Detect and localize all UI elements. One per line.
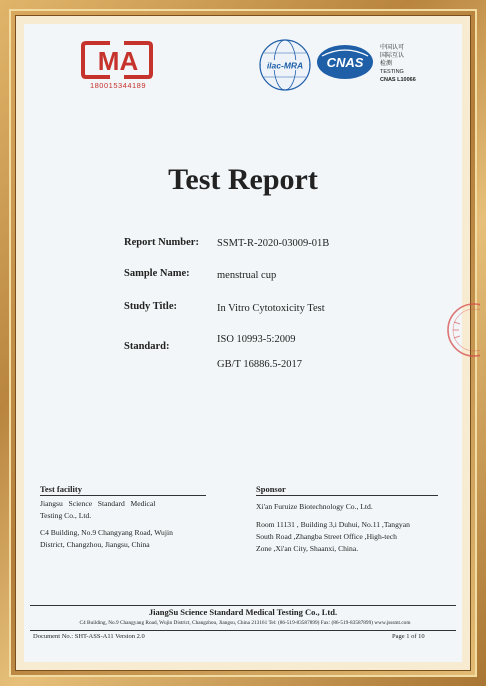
cnas-logo-text: CNAS (326, 55, 364, 70)
sponsor-block (256, 501, 446, 555)
ilac-mra-logo-icon (258, 38, 312, 92)
standard-label: Standard: (124, 341, 170, 352)
standard-value-1: ISO 10993-5:2009 (217, 334, 296, 345)
standard-value-2: GB/T 16886.5-2017 (217, 359, 302, 370)
test-facility-heading: Test facility (40, 484, 82, 494)
test-facility-divider (40, 495, 206, 496)
sponsor-address-line-2: South Road ,Zhangba Street Office ,High-tech (256, 532, 397, 541)
study-title-value: In Vitro Cytotoxicity Test (217, 303, 325, 314)
test-facility-address-line-2: District, Changzhou, Jiangsu, China (40, 540, 150, 549)
test-facility-address-line-1: C4 Building, No.9 Changyang Road, Wujin (40, 528, 173, 537)
sponsor-name: Xi'an Furuize Biotechnology Co., Ltd. (256, 502, 373, 511)
cma-logo-text: MA (97, 46, 139, 76)
sponsor-address-line-1: Room 11131 , Building 3,i Duhui, No.11 ,Tangyan (256, 520, 410, 529)
ilac-logo-text: ilac-MRA (266, 60, 304, 71)
sponsor-address-line-3: Zone ,Xi'an City, Shaanxi, China. (256, 544, 359, 553)
footer-divider-bottom (30, 630, 456, 631)
page-number: Page 1 of 10 (392, 633, 425, 640)
cma-logo-icon (80, 40, 154, 80)
red-seal-stamp-icon (440, 300, 480, 360)
study-title-label: Study Title: (124, 301, 178, 312)
cnas-accreditation-text (380, 44, 416, 84)
cma-certificate-number: 180015344189 (89, 81, 147, 90)
sponsor-heading: Sponsor (256, 484, 286, 494)
report-number-value: SSMT-R-2020-03009-01B (217, 238, 330, 249)
cnas-logo-icon (316, 44, 374, 80)
sample-name-label: Sample Name: (124, 268, 190, 279)
report-number-label: Report Number: (124, 237, 199, 248)
sample-name-value: menstrual cup (217, 270, 277, 281)
cnas-cn-line-3: 检测 (380, 60, 393, 67)
footer-address: C4 Building, No.9 Changyang Road, Wujin District, Changzhou, Jiangsu, China 213161 Tel: (86-519-83587899) Fax: (86-519-83587899) www.jsssmt.com (79, 620, 411, 626)
cnas-cn-line-1: 中国认可 (380, 44, 405, 51)
cnas-cn-line-2: 国际互认 (380, 52, 405, 59)
cnas-code: CNAS L10066 (380, 77, 416, 83)
document-number: Document No.: SHT-ASS-A11 Version 2.0 (33, 633, 145, 640)
test-facility-block (40, 498, 215, 551)
footer-company-name: JiangSu Science Standard Medical Testing Co., Ltd. (148, 607, 338, 617)
test-facility-name-line-2: Testing Co., Ltd. (40, 511, 92, 520)
page-title: Test Report (168, 163, 318, 196)
test-facility-name-line-1: Jiangsu Science Standard Medical (40, 499, 156, 508)
sponsor-divider (256, 495, 438, 496)
cnas-testing-label: TESTING (380, 69, 404, 75)
footer-divider-top (30, 605, 456, 606)
